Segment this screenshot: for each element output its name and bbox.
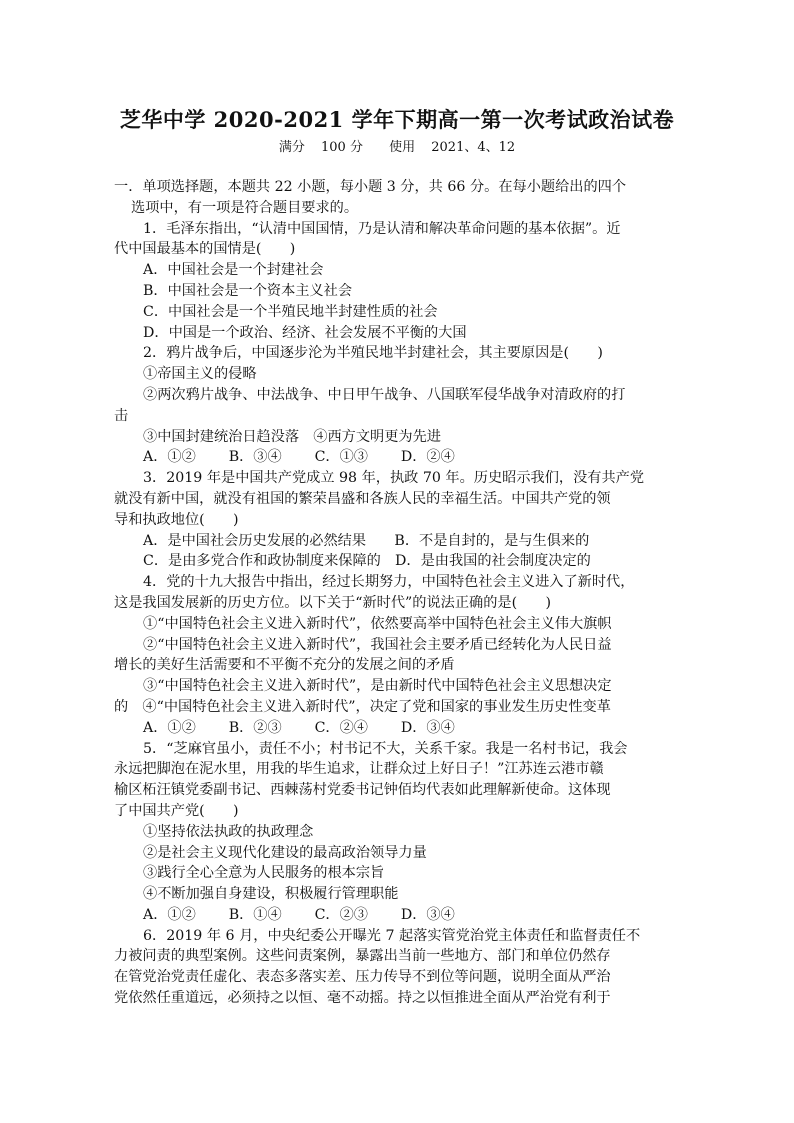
question-1-stem-cont: 代中国最基本的国情是( ) [114,241,296,258]
question-6-stem: 6．2019 年 6 月，中央纪委公开曝光 7 起落实管党治党主体责任和监督责任不 [143,927,641,944]
question-6-stem-cont-2: 在管党治党责任虚化、表态多落实差、压力传导不到位等问题，说明全面从严治 [114,969,611,986]
question-3-options-cd: C．是由多党合作和政协制度来保障的 D．是由我国的社会制度决定的 [143,553,591,570]
question-3-stem: 3．2019 年是中国共产党成立 98 年，执政 70 年。历史昭示我们，没有共产党 [143,470,645,487]
question-2-options: A．①② B．③④ C．①③ D．②④ [143,449,455,466]
question-4-stem: 4．党的十九大报告中指出，经过长期努力，中国特色社会主义进入了新时代， [143,574,635,591]
question-3-options-ab: A．是中国社会历史发展的必然结果 B．不是自封的，是与生俱来的 [143,532,590,549]
question-5-stem-cont: 永远把脚泡在泥水里，用我的毕生追求，让群众过上好日子！”江苏连云港市赣 [114,761,604,778]
question-4-statement-3: ③“中国特色社会主义进入新时代”，是由新时代中国特色社会主义思想决定 [143,678,612,695]
question-5-statement-1: ①坚持依法执政的执政理念 [143,823,314,840]
question-2-stem: 2．鸦片战争后，中国逐步沦为半殖民地半封建社会，其主要原因是( ) [143,345,603,362]
question-5-statement-2: ②是社会主义现代化建设的最高政治领导力量 [143,844,427,861]
question-1-option-b: B．中国社会是一个资本主义社会 [143,282,353,299]
question-2-statement-2: ②两次鸦片战争、中法战争、中日甲午战争、八国联军侵华战争对清政府的打 [143,386,626,403]
question-4-statement-2: ②“中国特色社会主义进入新时代”，我国社会主要矛盾已经转化为人民日益 [143,636,612,653]
question-2-statement-1: ①帝国主义的侵略 [143,366,257,383]
date-label: 使用 [389,140,416,155]
question-3-stem-cont-2: 导和执政地位( ) [114,511,239,528]
question-3-stem-cont: 就没有新中国，就没有祖国的繁荣昌盛和各族人民的幸福生活。中国共产党的领 [114,490,611,507]
score-label: 满分 [278,140,305,155]
score-value: 100 分 [321,140,363,155]
question-5-stem-cont-2: 榆区柘汪镇党委副书记、西棘荡村党委书记钟佰均代表如此理解新使命。这体现 [114,782,611,799]
question-5-statement-4: ④不断加强自身建设，积极履行管理职能 [143,886,399,903]
exam-content [114,177,682,1009]
question-1-stem: 1．毛泽东指出，“认清中国国情，乃是认清和解决革命问题的基本依据”。近 [143,220,621,237]
question-6-stem-cont-3: 党依然任重道远，必须持之以恒、毫不动摇。持之以恒推进全面从严治党有利于 [114,990,611,1007]
question-5-stem-cont-3: 了中国共产党( ) [114,802,239,819]
question-1-option-a: A．中国社会是一个封建社会 [143,262,324,279]
question-1-option-d: D．中国是一个政治、经济、社会发展不平衡的大国 [143,324,467,341]
exam-meta [0,138,794,158]
question-4-statement-1: ①“中国特色社会主义进入新时代”，依然要高举中国特色社会主义伟大旗帜 [143,615,612,632]
question-2-statement-2-cont: 击 [114,407,129,424]
question-5-stem: 5．“芝麻官虽小，责任不小；村书记不大，关系千家。我是一名村书记，我会 [143,740,628,757]
question-5-options: A．①② B．①④ C．②③ D．③④ [143,906,455,923]
question-6-stem-cont: 力被问责的典型案例。这些问责案例，暴露出当前一些地方、部门和单位仍然存 [114,948,611,965]
question-5-statement-3: ③践行全心全意为人民服务的根本宗旨 [143,865,385,882]
section-heading: 一．单项选择题，本题共 22 小题，每小题 3 分，共 66 分。在每小题给出的四个 [114,179,627,195]
question-4-statement-2-cont: 增长的美好生活需要和不平衡不充分的发展之间的矛盾 [114,657,455,674]
question-4-options: A．①② B．②③ C．②④ D．③④ [143,719,455,736]
question-1-option-c: C．中国社会是一个半殖民地半封建性质的社会 [143,303,438,320]
section-heading-cont: 选项中，有一项是符合题目要求的。 [131,199,359,216]
question-4-stem-cont: 这是我国发展新的历史方位。以下关于“新时代”的说法正确的是( ) [114,594,552,611]
question-2-statement-3-4: ③中国封建统治日趋没落 ④西方文明更为先进 [143,428,441,445]
exam-title: 芝华中学 2020-2021 学年下期高一第一次考试政治试卷 [119,107,675,132]
question-4-statement-4: 的 ④“中国特色社会主义进入新时代”，决定了党和国家的事业发生历史性变革 [114,698,611,715]
date-value: 2021、4、12 [431,140,516,155]
